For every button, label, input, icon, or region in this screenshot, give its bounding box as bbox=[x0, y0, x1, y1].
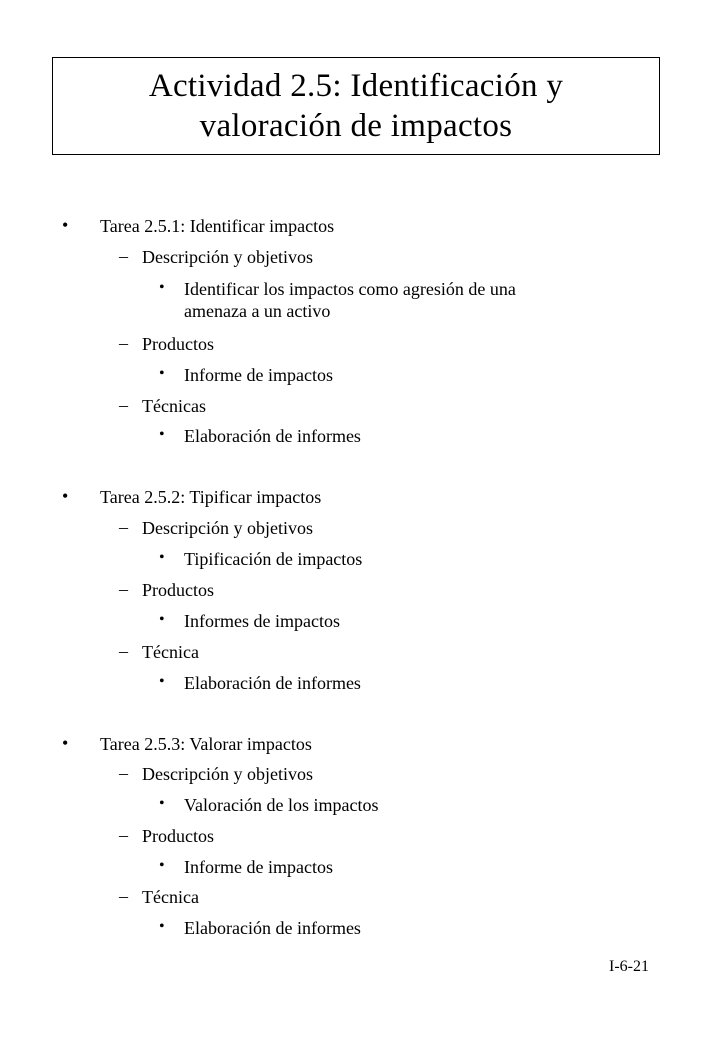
section-dash: – bbox=[119, 641, 128, 661]
section-label: Descripción y objetivos bbox=[142, 518, 313, 538]
item-bullet: • bbox=[159, 918, 165, 935]
item-text: Informe de impactos bbox=[184, 857, 333, 877]
section-label: Técnica bbox=[142, 642, 199, 662]
section-dash: – bbox=[119, 886, 128, 906]
section-label: Productos bbox=[142, 826, 214, 846]
section-dash: – bbox=[119, 825, 128, 845]
section-dash: – bbox=[119, 246, 128, 266]
page-title-line-2: valoración de impactos bbox=[199, 108, 513, 144]
section-dash: – bbox=[119, 517, 128, 537]
item-bullet: • bbox=[159, 795, 165, 812]
task-bullet: • bbox=[62, 733, 69, 753]
item-text-continued: amenaza a un activo bbox=[184, 301, 331, 321]
item-bullet: • bbox=[159, 426, 165, 443]
section-dash: – bbox=[119, 579, 128, 599]
page-title-line-1: Actividad 2.5: Identificación y bbox=[148, 68, 564, 104]
item-text: Valoración de los impactos bbox=[184, 795, 379, 815]
item-bullet: • bbox=[159, 365, 165, 382]
item-bullet: • bbox=[159, 279, 165, 296]
task-label: Tarea 2.5.1: Identificar impactos bbox=[100, 216, 335, 236]
task-bullet: • bbox=[62, 215, 69, 235]
item-text: Tipificación de impactos bbox=[184, 549, 363, 569]
section-label: Descripción y objetivos bbox=[142, 247, 313, 267]
section-label: Técnica bbox=[142, 887, 199, 907]
section-label: Técnicas bbox=[142, 396, 206, 416]
item-bullet: • bbox=[159, 611, 165, 628]
title-box bbox=[52, 57, 660, 155]
item-text: Elaboración de informes bbox=[184, 918, 361, 938]
item-bullet: • bbox=[159, 857, 165, 874]
section-dash: – bbox=[119, 763, 128, 783]
section-label: Productos bbox=[142, 334, 214, 354]
section-label: Productos bbox=[142, 580, 214, 600]
item-text: Informes de impactos bbox=[184, 611, 340, 631]
task-label: Tarea 2.5.2: Tipificar impactos bbox=[100, 487, 322, 507]
task-label: Tarea 2.5.3: Valorar impactos bbox=[100, 734, 312, 754]
task-bullet: • bbox=[62, 486, 69, 506]
item-text: Identificar los impactos como agresión de una bbox=[184, 279, 516, 299]
item-bullet: • bbox=[159, 549, 165, 566]
section-dash: – bbox=[119, 395, 128, 415]
section-label: Descripción y objetivos bbox=[142, 764, 313, 784]
page-code: I-6-21 bbox=[609, 958, 649, 975]
item-text: Elaboración de informes bbox=[184, 426, 361, 446]
section-dash: – bbox=[119, 333, 128, 353]
item-text: Elaboración de informes bbox=[184, 673, 361, 693]
item-text: Informe de impactos bbox=[184, 365, 333, 385]
item-bullet: • bbox=[159, 673, 165, 690]
